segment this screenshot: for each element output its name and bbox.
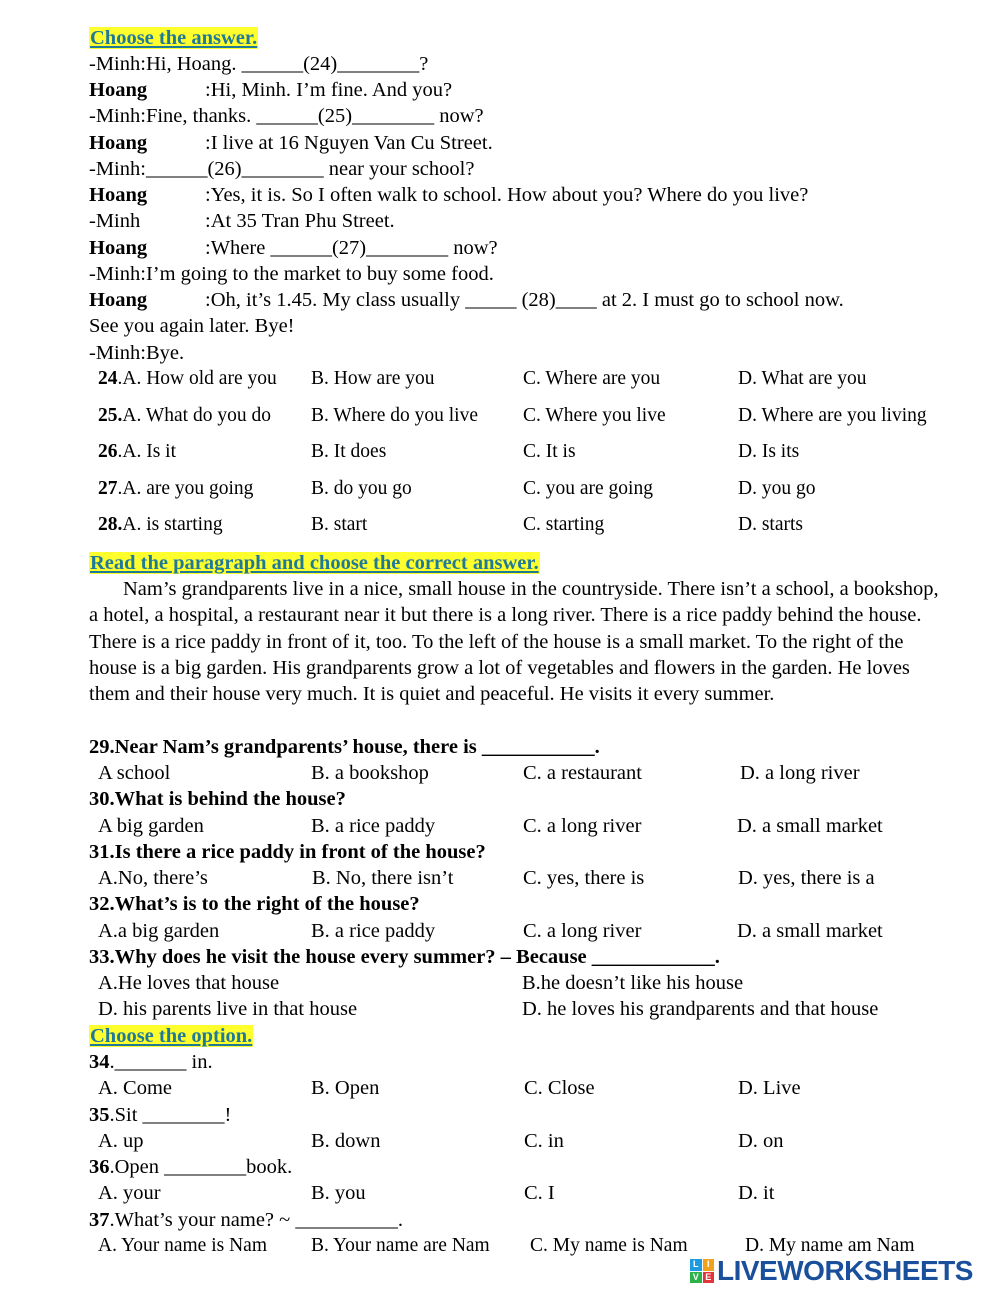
section-title-choose-answer: Choose the answer. bbox=[90, 27, 258, 49]
question-36-option-d[interactable]: D. it bbox=[738, 1182, 775, 1204]
question-33-option-c[interactable]: D. his parents live in that house bbox=[98, 998, 358, 1020]
dialogue-line-10: :Oh, it’s 1.45. My class usually _____ (28)____ at 2. I must go to school now. bbox=[205, 289, 844, 311]
dialogue-line-1: -Minh:Hi, Hoang. ______(24)________? bbox=[89, 53, 429, 75]
question-31-option-d[interactable]: D. yes, there is a bbox=[738, 867, 875, 889]
question-32-option-b[interactable]: B. a rice paddy bbox=[311, 920, 436, 942]
dialogue-line-4: :I live at 16 Nguyen Van Cu Street. bbox=[205, 132, 493, 154]
dialogue-line-6: :Yes, it is. So I often walk to school. How about you? Where do you live? bbox=[205, 184, 809, 206]
question-37-option-a[interactable]: A. Your name is Nam bbox=[98, 1235, 267, 1256]
dialogue-line-2: :Hi, Minh. I’m fine. And you? bbox=[205, 79, 453, 101]
logo-icon-cell: V bbox=[690, 1272, 702, 1284]
question-32-option-a[interactable]: A.a big garden bbox=[98, 920, 220, 942]
speaker-hoang: Hoang bbox=[89, 289, 148, 311]
question-36-option-a[interactable]: A. your bbox=[98, 1182, 161, 1204]
liveworksheets-logo-text: LIVEWORKSHEETS bbox=[717, 1255, 973, 1286]
question-36-option-b[interactable]: B. you bbox=[311, 1182, 366, 1204]
question-24-option-a[interactable]: 24.A. How old are you bbox=[98, 368, 277, 389]
question-28-option-c[interactable]: C. starting bbox=[523, 514, 605, 535]
question-30-option-b[interactable]: B. a rice paddy bbox=[311, 815, 436, 837]
question-26-option-d[interactable]: D. Is its bbox=[738, 441, 800, 462]
dialogue-line-7: :At 35 Tran Phu Street. bbox=[205, 210, 395, 232]
logo-icon-cell: L bbox=[690, 1259, 702, 1271]
question-36-option-c[interactable]: C. I bbox=[524, 1182, 555, 1204]
question-30: 30.What is behind the house? bbox=[89, 788, 346, 810]
question-32-option-d[interactable]: D. a small market bbox=[737, 920, 883, 942]
question-28-option-d[interactable]: D. starts bbox=[738, 514, 803, 535]
question-37: 37.What’s your name? ~ __________. bbox=[89, 1209, 403, 1231]
speaker-hoang: Hoang bbox=[89, 79, 148, 101]
question-35-option-a[interactable]: A. up bbox=[98, 1130, 144, 1152]
speaker-hoang: Hoang bbox=[89, 184, 148, 206]
question-37-option-b[interactable]: B. Your name are Nam bbox=[311, 1235, 490, 1256]
question-26-option-b[interactable]: B. It does bbox=[311, 441, 387, 462]
question-33-option-a[interactable]: A.He loves that house bbox=[98, 972, 280, 994]
question-27-option-c[interactable]: C. you are going bbox=[523, 478, 653, 499]
logo-icon-cell: I bbox=[703, 1259, 715, 1271]
question-28-option-b[interactable]: B. start bbox=[311, 514, 368, 535]
question-24-option-c[interactable]: C. Where are you bbox=[523, 368, 661, 389]
question-24-option-b[interactable]: B. How are you bbox=[311, 368, 435, 389]
question-33-option-b[interactable]: B.he doesn’t like his house bbox=[522, 972, 744, 994]
question-25-option-b[interactable]: B. Where do you live bbox=[311, 405, 478, 426]
question-25-option-c[interactable]: C. Where you live bbox=[523, 405, 666, 426]
question-26-option-a[interactable]: 26.A. Is it bbox=[98, 441, 176, 462]
logo-icon-cell: E bbox=[703, 1272, 715, 1284]
question-30-option-d[interactable]: D. a small market bbox=[737, 815, 883, 837]
question-31-option-c[interactable]: C. yes, there is bbox=[523, 867, 645, 889]
question-25-option-d[interactable]: D. Where are you living bbox=[738, 405, 927, 426]
question-29: 29.Near Nam’s grandparents’ house, there is ___________. bbox=[89, 736, 600, 758]
question-29-option-a[interactable]: A school bbox=[98, 762, 171, 784]
dialogue-line-3: -Minh:Fine, thanks. ______(25)________ now? bbox=[89, 105, 484, 127]
question-31-option-b[interactable]: B. No, there isn’t bbox=[312, 867, 454, 889]
question-34-option-a[interactable]: A. Come bbox=[98, 1077, 173, 1099]
question-34-option-c[interactable]: C. Close bbox=[524, 1077, 595, 1099]
dialogue-line-5: -Minh:______(26)________ near your school? bbox=[89, 158, 475, 180]
question-29-option-b[interactable]: B. a bookshop bbox=[311, 762, 429, 784]
dialogue-line-9: -Minh:I’m going to the market to buy some food. bbox=[89, 263, 494, 285]
question-37-option-c[interactable]: C. My name is Nam bbox=[530, 1235, 688, 1256]
question-37-option-d[interactable]: D. My name am Nam bbox=[745, 1235, 915, 1256]
question-28-option-a[interactable]: 28.A. is starting bbox=[98, 514, 223, 535]
question-35-option-d[interactable]: D. on bbox=[738, 1130, 784, 1152]
speaker-minh: -Minh bbox=[89, 210, 141, 232]
question-33-option-d[interactable]: D. he loves his grandparents and that house bbox=[522, 998, 879, 1020]
question-31: 31.Is there a rice paddy in front of the house? bbox=[89, 841, 486, 863]
question-27-option-a[interactable]: 27.A. are you going bbox=[98, 478, 254, 499]
question-30-option-a[interactable]: A big garden bbox=[98, 815, 204, 837]
question-33: 33.Why does he visit the house every summer? – Because ____________. bbox=[89, 946, 720, 968]
reading-paragraph: Nam’s grandparents live in a nice, small house in the countryside. There isn’t a school, a bookshop, a hotel, a hospital, a restaurant near it but there is a long river. There is a rice paddy behind the house. There is a rice paddy in front of it, too. To the left of the house is a small market. To the right of the house is a big garden. His grandparents grow a lot of vegetables and flowers in the garden. He loves them and their house very much. It is quiet and peaceful. He visits it every summer. bbox=[89, 578, 939, 706]
question-34-option-b[interactable]: B. Open bbox=[311, 1077, 380, 1099]
section-title-choose-option: Choose the option. bbox=[90, 1025, 253, 1047]
liveworksheets-logo-icon bbox=[690, 1259, 714, 1283]
question-31-option-a[interactable]: A.No, there’s bbox=[98, 867, 208, 889]
question-27-option-d[interactable]: D. you go bbox=[738, 478, 816, 499]
speaker-hoang: Hoang bbox=[89, 237, 148, 259]
question-27-option-b[interactable]: B. do you go bbox=[311, 478, 412, 499]
dialogue-line-8: :Where ______(27)________ now? bbox=[205, 237, 498, 259]
question-32: 32.What’s is to the right of the house? bbox=[89, 893, 420, 915]
question-24-option-d[interactable]: D. What are you bbox=[738, 368, 867, 389]
question-35: 35.Sit ________! bbox=[89, 1104, 232, 1126]
dialogue-line-12: -Minh:Bye. bbox=[89, 342, 185, 364]
question-26-option-c[interactable]: C. It is bbox=[523, 441, 576, 462]
question-29-option-c[interactable]: C. a restaurant bbox=[523, 762, 642, 784]
question-35-option-c[interactable]: C. in bbox=[524, 1130, 564, 1152]
question-25-option-a[interactable]: 25.A. What do you do bbox=[98, 405, 271, 426]
question-36: 36.Open ________book. bbox=[89, 1156, 293, 1178]
question-34: 34._______ in. bbox=[89, 1051, 213, 1073]
question-30-option-c[interactable]: C. a long river bbox=[523, 815, 642, 837]
question-35-option-b[interactable]: B. down bbox=[311, 1130, 381, 1152]
question-29-option-d[interactable]: D. a long river bbox=[740, 762, 860, 784]
dialogue-line-11: See you again later. Bye! bbox=[89, 315, 295, 337]
speaker-hoang: Hoang bbox=[89, 132, 148, 154]
question-32-option-c[interactable]: C. a long river bbox=[523, 920, 642, 942]
section-title-read-paragraph: Read the paragraph and choose the correct answer. bbox=[90, 552, 539, 574]
liveworksheets-logo bbox=[690, 1255, 973, 1287]
question-34-option-d[interactable]: D. Live bbox=[738, 1077, 801, 1099]
